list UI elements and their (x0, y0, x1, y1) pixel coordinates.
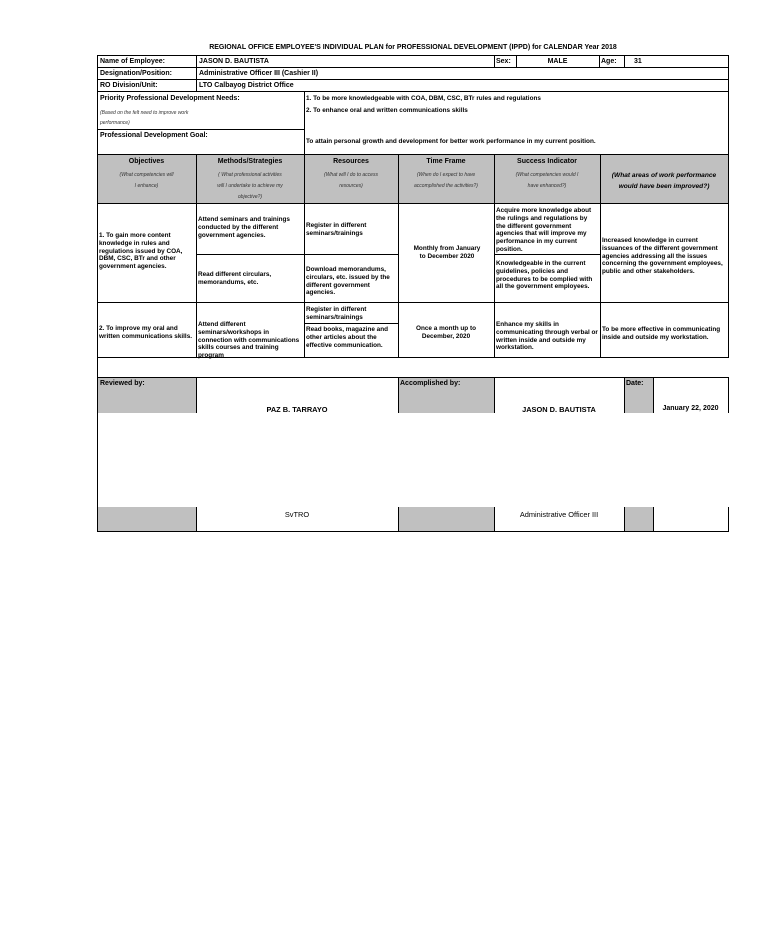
header-methods-hint: ( What professional activities (218, 172, 282, 178)
row2-indicator: Enhance my skills in communicating through verbal or written inside and outside my workstation. (496, 321, 598, 352)
date-position-cell (624, 507, 653, 532)
form-title: REGIONAL OFFICE EMPLOYEE'S INDIVIDUAL PLAN for PROFESSIONAL DEVELOPMENT (IPPD) for CALENDAR Year 2018 (209, 44, 617, 51)
header-resources-hint-2: resources) (339, 183, 363, 189)
header-methods: Methods/Strategies (217, 158, 283, 165)
reviewer-name: PAZ B. TARRAYO (266, 405, 328, 414)
row1-area: Increased knowledge in current issuances of the different government agencies addressing all the issues concerning the government employees, public and other stakeholders. (602, 237, 723, 276)
needs-label: Priority Professional Development Needs: (100, 95, 240, 102)
row2-area: To be more effective in communicating inside and outside my workstation. (602, 326, 721, 341)
header-success: Success Indicator (517, 158, 577, 165)
designation-label: Designation/Position: (100, 70, 172, 77)
header-objectives-hint: (What competencies will (119, 172, 174, 178)
row2-resource-a: Register in different seminars/trainings (306, 306, 367, 321)
age-label: Age: (601, 58, 617, 65)
need-item-1: 1. To be more knowledgeable with COA, DBM, CSC, BTr rules and regulations (306, 95, 541, 102)
accomplisher-name: JASON D. BAUTISTA (522, 405, 596, 414)
date-value: January 22, 2020 (662, 405, 719, 412)
row2-resource-b: Read books, magazine and other articles about the effective communication. (306, 326, 389, 349)
row1-resource-b: Download memorandums, circulars, etc. issued by the different government agencies. (306, 266, 390, 297)
need-item-2: 2. To enhance oral and written communications skills (306, 107, 468, 114)
row2-timeframe: Once a month up to December, 2020 (416, 325, 476, 340)
name-value: JASON D. BAUTISTA (199, 58, 269, 65)
reviewer-position: SvTRO (284, 510, 310, 519)
accomplished-label: Accomplished by: (400, 380, 461, 387)
header-methods-hint-2: will I undertake to achieve my (217, 183, 283, 189)
reviewed-label: Reviewed by: (100, 380, 145, 387)
row1-resource-a: Register in different seminars/trainings (306, 222, 367, 237)
row1-indicator-a: Acquire more knowledge about the rulings and regulations by the different government agencies that will improve my performance in my current position. (496, 207, 592, 254)
goal-value: To attain personal growth and development for better work performance in my current position. (306, 138, 596, 145)
header-success-hint: (What competencies would I (515, 172, 579, 178)
accomplisher-position-label-cell (398, 507, 494, 532)
header-timeframe: Time Frame (426, 158, 466, 165)
goal-label: Professional Development Goal: (100, 132, 208, 139)
header-objectives: Objectives (128, 158, 165, 165)
row1-timeframe: Monthly from January to December 2020 (413, 245, 481, 260)
header-resources: Resources (333, 158, 369, 165)
division-value: LTO Calbayog District Office (199, 82, 294, 89)
date-label: Date: (626, 380, 644, 387)
reviewer-position-label-cell (97, 507, 196, 532)
row2-objective: 2. To improve my oral and written communications skills. (99, 325, 193, 340)
header-methods-hint-3: objective?) (237, 194, 263, 200)
header-objectives-hint-2: I enhance) (134, 183, 159, 189)
header-timeframe-hint: (When do I expect to have (416, 172, 476, 178)
sex-label: Sex: (496, 58, 511, 65)
header-resources-hint: (What will I do to access (324, 172, 378, 178)
row1-method-b: Read different circulars, memorandums, etc. (198, 271, 272, 286)
header-success-hint-2: have enhanced?) (527, 183, 567, 189)
age-value: 31 (634, 58, 642, 65)
designation-value: Administrative Officer III (Cashier II) (199, 70, 319, 77)
accomplisher-position: Administrative Officer III (519, 510, 599, 519)
header-areas: (What areas of work performance (611, 172, 717, 179)
division-label: RO Division/Unit: (100, 82, 158, 89)
row1-indicator-b: Knowledgeable in the current guidelines, policies and procedures to be complied with all the government employees. (496, 260, 593, 291)
needs-hint: (Based on the felt need to improve work (100, 110, 189, 116)
sex-value: MALE (547, 58, 568, 65)
row2-method: Attend different seminars/workshops in connection with communications skills courses and training program (198, 321, 300, 360)
header-areas-2: would have been improved?) (618, 183, 710, 190)
name-label: Name of Employee: (100, 58, 165, 65)
row1-objective: 1. To gain more content knowledge in rules and regulations issued by COA, DBM, CSC, BTr and other government agencies. (99, 232, 183, 271)
needs-hint-2: performance) (100, 120, 130, 126)
header-timeframe-hint-2: accomplished the activities?) (414, 183, 478, 189)
row1-method-a: Attend seminars and trainings conducted by the different government agencies. (198, 216, 290, 239)
